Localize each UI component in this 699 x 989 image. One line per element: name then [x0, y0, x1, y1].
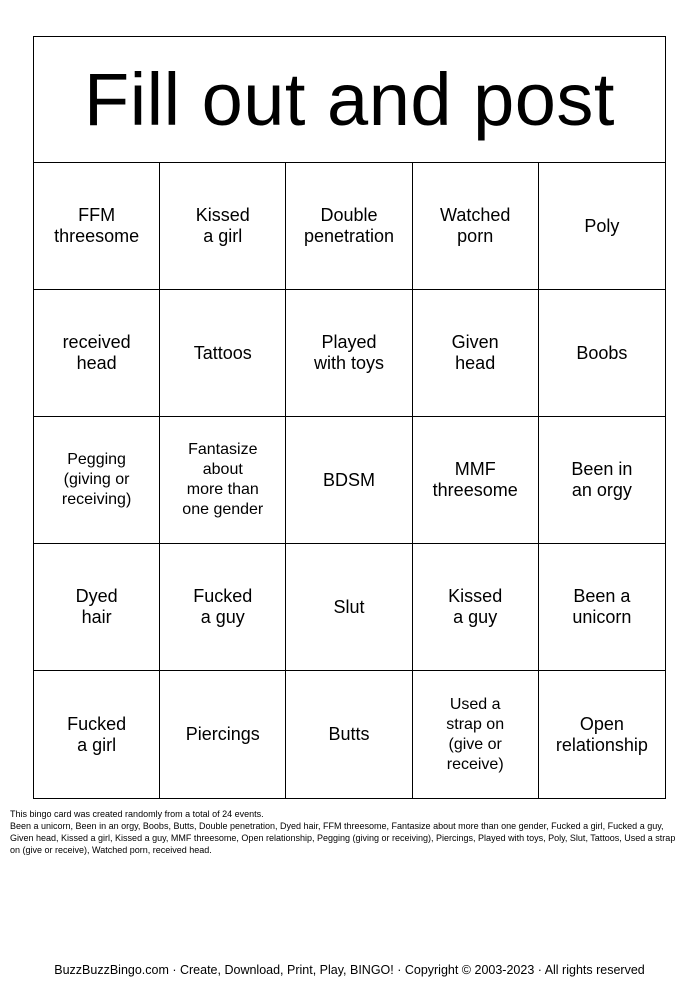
bingo-cell-r2-c1: received head [34, 290, 160, 417]
info-summary: This bingo card was created randomly from a total of 24 events. [10, 809, 264, 819]
card-title: Fill out and post [34, 37, 665, 163]
bingo-card [33, 36, 666, 799]
bingo-cell-r2-c5: Boobs [539, 290, 665, 417]
bingo-cell-r1-c1: FFM threesome [34, 163, 160, 290]
bingo-cell-r1-c4: Watched porn [413, 163, 539, 290]
bingo-grid [34, 163, 665, 798]
bingo-cell-r5-c5: Open relationship [555, 713, 648, 755]
card-info [10, 808, 680, 856]
bingo-cell-r3-c2: Fantasize about more than one gender [160, 417, 286, 544]
bingo-cell-r2-c2: Tattoos [160, 290, 286, 417]
bingo-cell-r5-c4: Used a strap on (give or receive) [413, 671, 539, 798]
bingo-cell-r4-c4: Kissed a guy [413, 544, 539, 671]
bingo-cell-r1-c3: Double penetration [286, 163, 412, 290]
bingo-cell-r3-c3: BDSM [286, 417, 412, 544]
bingo-cell-r1-c2: Kissed a girl [160, 163, 286, 290]
bingo-cell-r3-c5: Been in an orgy [539, 417, 665, 544]
footer-credit: BuzzBuzzBingo.com · Create, Download, Print, Play, BINGO! · Copyright © 2003-2023 · All rights reserved [54, 963, 645, 977]
bingo-cell-r4-c1: Dyed hair [34, 544, 160, 671]
info-event-list: Been a unicorn, Been in an orgy, Boobs, Butts, Double penetration, Dyed hair, FFM threesome, Fantasize about more than one gender, Fucked a girl, Fucked a guy, Given head, Kissed a girl, Kissed a guy, MMF threesome, Open relationship, Pegging (giving or receiving), Piercings, Played with toys, Poly, Slut, Tattoos, Used a strap on (give or receive), Watched porn, received head. [10, 821, 676, 855]
bingo-cell-r1-c5: Poly [539, 163, 665, 290]
bingo-cell-r2-c3: Played with toys [286, 290, 412, 417]
bingo-cell-r3-c4: MMF threesome [413, 417, 539, 544]
bingo-cell-r3-c1: Pegging (giving or receiving) [34, 417, 160, 544]
bingo-cell-r4-c3: Slut [286, 544, 412, 671]
bingo-cell-r5-c3: Butts [286, 671, 412, 798]
bingo-cell-r2-c4: Given head [413, 290, 539, 417]
bingo-cell-r5-c2: Piercings [160, 671, 286, 798]
bingo-cell-r5-c1: Fucked a girl [34, 671, 160, 798]
bingo-cell-r4-c2: Fucked a guy [160, 544, 286, 671]
bingo-cell-r4-c5: Been a unicorn [539, 544, 665, 671]
